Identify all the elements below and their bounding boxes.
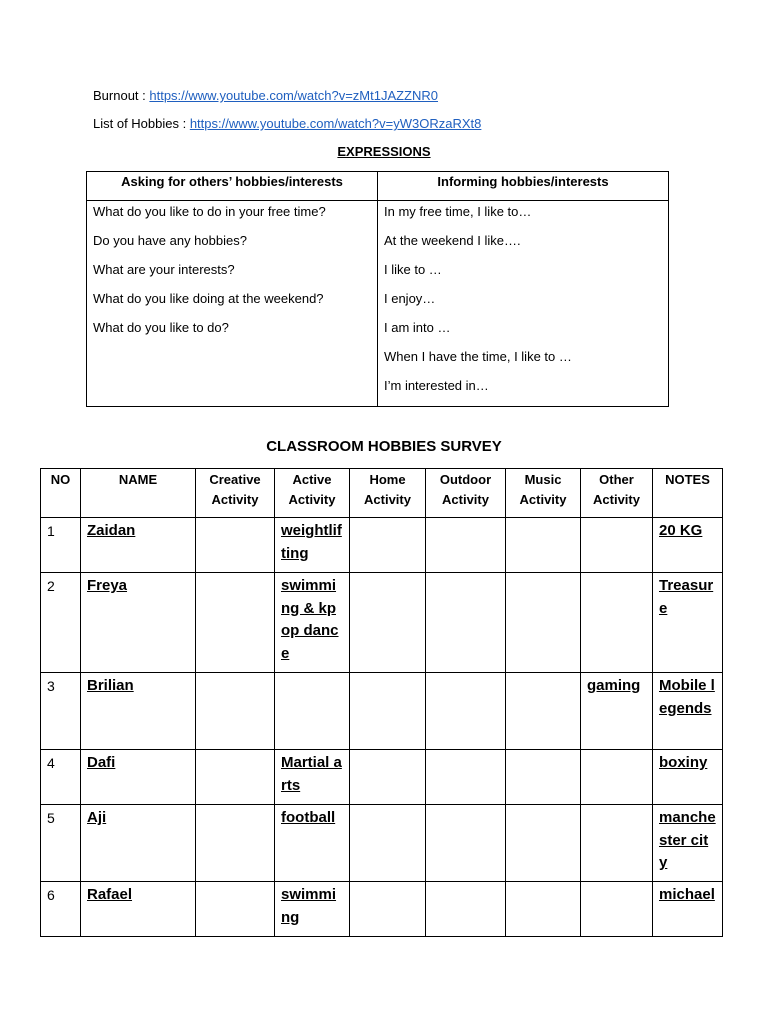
row-home [350,518,426,573]
row-active [275,673,350,750]
informing-expressions-cell [378,201,669,407]
row-notes: michael [653,882,723,937]
hobbies-link-line [93,116,481,131]
row-music [506,573,581,673]
header-outdoor: Outdoor Activity [426,469,506,518]
row-name: Dafi [81,750,196,805]
row-home [350,673,426,750]
burnout-label: Burnout : [93,88,150,103]
hobbies-label: List of Hobbies : [93,116,190,131]
row-active: swimming [275,882,350,937]
row-creative [196,573,275,673]
row-other [581,750,653,805]
asking-column-header: Asking for others’ hobbies/interests [87,172,378,201]
row-name: Freya [81,573,196,673]
row-notes: 20 KG [653,518,723,573]
row-other [581,805,653,882]
row-active: Martial arts [275,750,350,805]
row-home [350,882,426,937]
row-notes: manchester city [653,805,723,882]
header-home: Home Activity [350,469,426,518]
row-name: Rafael [81,882,196,937]
row-no: 3 [41,673,81,750]
informing-expression: In my free time, I like to… [384,204,532,219]
row-no: 5 [41,805,81,882]
row-outdoor [426,750,506,805]
table-row [41,805,723,882]
table-row [41,750,723,805]
row-no: 4 [41,750,81,805]
header-other: Other Activity [581,469,653,518]
row-no: 1 [41,518,81,573]
informing-column-header: Informing hobbies/interests [378,172,669,201]
informing-expression: I’m interested in… [384,378,489,393]
asking-expression: What are your interests? [93,262,235,277]
row-name: Aji [81,805,196,882]
row-other [581,573,653,673]
row-creative [196,805,275,882]
row-outdoor [426,882,506,937]
asking-expression: What do you like to do? [93,320,229,335]
expressions-table [86,171,669,407]
row-home [350,573,426,673]
table-row [41,518,723,573]
table-row [41,673,723,750]
row-music [506,750,581,805]
row-active: football [275,805,350,882]
header-active: Active Activity [275,469,350,518]
row-outdoor [426,518,506,573]
asking-expressions-cell [87,201,378,407]
row-creative [196,750,275,805]
table-row [41,882,723,937]
row-active: swimming & kpop dance [275,573,350,673]
header-creative: Creative Activity [196,469,275,518]
row-no: 6 [41,882,81,937]
informing-expression: At the weekend I like…. [384,233,521,248]
row-outdoor [426,673,506,750]
header-name: NAME [81,469,196,518]
informing-expression: When I have the time, I like to … [384,349,572,364]
table-row [41,573,723,673]
header-no: NO [41,469,81,518]
survey-heading: CLASSROOM HOBBIES SURVEY [266,438,502,455]
informing-expression: I like to … [384,262,442,277]
burnout-link[interactable]: https://www.youtube.com/watch?v=zMt1JAZZNR0 [149,88,439,103]
row-creative [196,882,275,937]
row-active: weightlifting [275,518,350,573]
burnout-link-line [93,88,438,103]
header-notes: NOTES [653,469,723,518]
row-music [506,882,581,937]
expressions-heading: EXPRESSIONS [337,144,431,159]
row-name: Brilian [81,673,196,750]
row-creative [196,673,275,750]
survey-header-row [41,469,723,518]
row-other [581,518,653,573]
hobbies-link[interactable]: https://www.youtube.com/watch?v=yW3ORzaRXt8 [189,116,482,131]
row-music [506,518,581,573]
survey-table [40,468,723,937]
row-music [506,805,581,882]
row-home [350,805,426,882]
informing-expression: I enjoy… [384,291,436,306]
row-other [581,882,653,937]
asking-expression: What do you like doing at the weekend? [93,291,324,306]
asking-expression: What do you like to do in your free time? [93,204,326,219]
row-music [506,673,581,750]
row-other: gaming [581,673,653,750]
row-name: Zaidan [81,518,196,573]
row-notes: Treasure [653,573,723,673]
row-creative [196,518,275,573]
row-outdoor [426,573,506,673]
row-outdoor [426,805,506,882]
row-notes: boxiny [653,750,723,805]
row-notes: Mobile legends [653,673,723,750]
informing-expression: I am into … [384,320,451,335]
asking-expression: Do you have any hobbies? [93,233,247,248]
row-home [350,750,426,805]
header-music: Music Activity [506,469,581,518]
row-no: 2 [41,573,81,673]
